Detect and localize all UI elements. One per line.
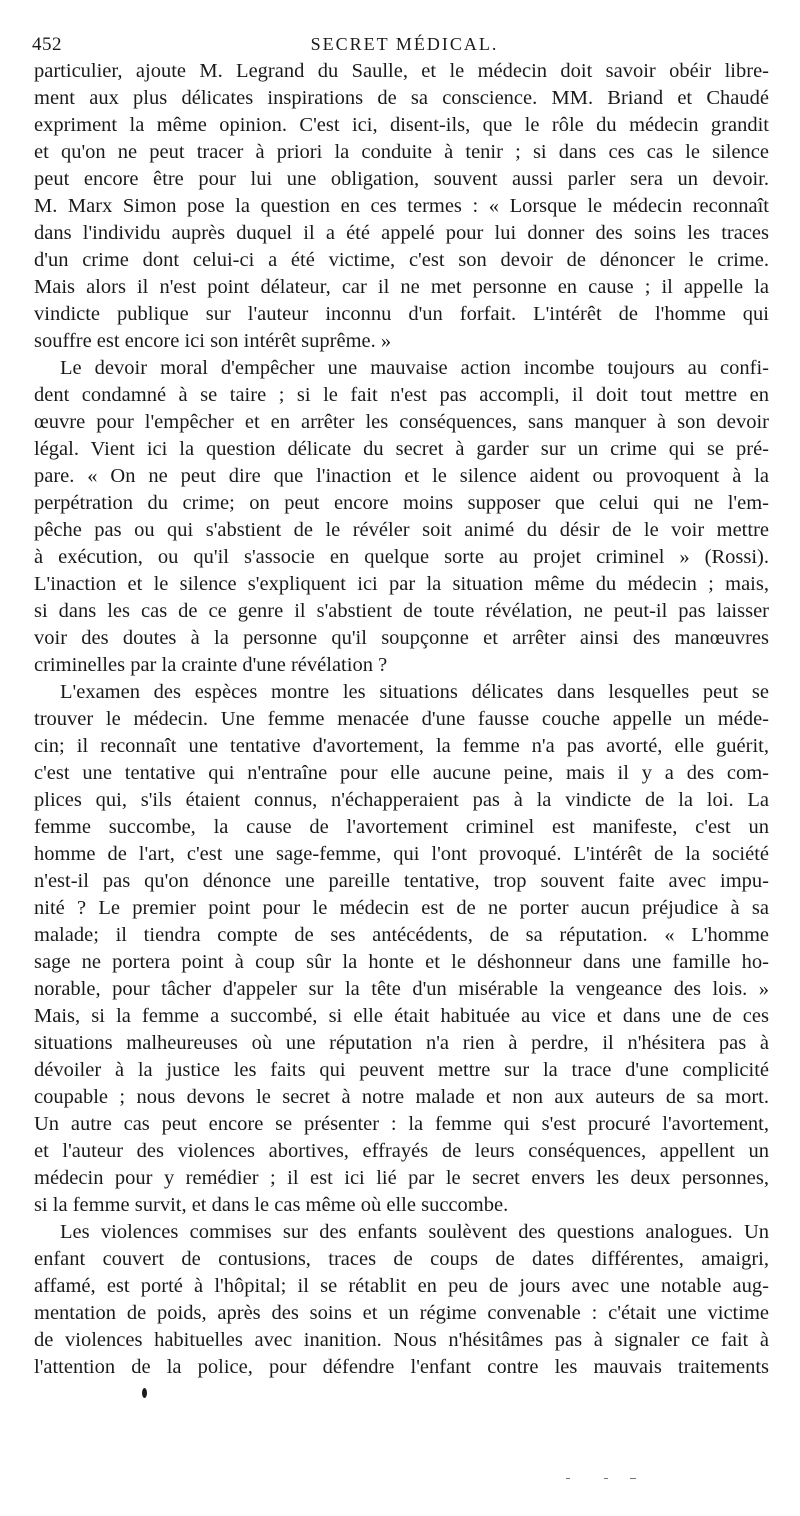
running-head bbox=[32, 34, 777, 58]
paragraph-moral-duty bbox=[34, 355, 769, 679]
text-line: affamé, est porté à l'hôpital; il se rétablit en peu de jours avec une notable aug- bbox=[34, 1275, 769, 1297]
text-line: pêche pas ou qui s'abstient de le révéler soit animé du désir de le voir mettre bbox=[34, 519, 769, 541]
running-title: SECRET MÉDICAL. bbox=[310, 34, 499, 54]
text-line: d'un crime dont celui-ci a été victime, c'est son devoir de dénoncer le crime. bbox=[34, 249, 769, 271]
text-line: l'attention de la police, pour défendre l'enfant contre les mauvais traitements bbox=[34, 1356, 769, 1378]
text-line: Mais alors il n'est point délateur, car il ne met personne en cause ; il appelle la bbox=[34, 276, 769, 298]
text-line: à exécution, ou qu'il s'associe en quelque sorte au projet criminel » (Rossi). bbox=[34, 546, 769, 568]
text-line: n'est-il pas qu'on dénonce une pareille tentative, trop souvent faite avec impu- bbox=[34, 870, 769, 892]
text-line: cin; il reconnaît une tentative d'avortement, la femme n'a pas avorté, elle guérit, bbox=[34, 735, 769, 757]
text-line: malade; il tiendra compte de ses antécédents, de sa réputation. « L'homme bbox=[34, 924, 769, 946]
text-line: norable, pour tâcher d'appeler sur la tête d'un misérable la vengeance des lois. » bbox=[34, 978, 769, 1000]
text-line: médecin pour y remédier ; il est ici lié par le secret envers les deux personnes, bbox=[34, 1167, 769, 1189]
text-line: de violences habituelles avec inanition. Nous n'hésitâmes pas à signaler ce fait à bbox=[34, 1329, 769, 1351]
text-line: Les violences commises sur des enfants soulèvent des questions analogues. Un bbox=[60, 1221, 769, 1243]
ink-blot bbox=[142, 1388, 147, 1398]
text-line: si dans les cas de ce genre il s'abstient de toute révélation, ne peut-il pas laisser bbox=[34, 600, 769, 622]
text-line: légal. Vient ici la question délicate du secret à garder sur un crime qui se pré- bbox=[34, 438, 769, 460]
text-line: souffre est encore ici son intérêt suprême. » bbox=[34, 330, 392, 352]
text-line: nité ? Le premier point pour le médecin est de ne porter aucun préjudice à sa bbox=[34, 897, 769, 919]
text-line: ment aux plus délicates inspirations de sa conscience. MM. Briand et Chaudé bbox=[34, 87, 769, 109]
text-line: M. Marx Simon pose la question en ces termes : « Lorsque le médecin reconnaît bbox=[34, 195, 769, 217]
text-line: situations malheureuses où une réputation n'a rien à perdre, il n'hésitera pas à bbox=[34, 1032, 769, 1054]
text-line: femme succombe, la cause de l'avortement criminel est manifeste, c'est un bbox=[34, 816, 769, 838]
text-line: homme de l'art, c'est une sage-femme, qui l'ont provoqué. L'intérêt de la société bbox=[34, 843, 769, 865]
paragraph-continuation bbox=[34, 58, 769, 355]
text-line: plices qui, s'ils étaient connus, n'échapperaient pas à la vindicte de la loi. La bbox=[34, 789, 769, 811]
text-line: enfant couvert de contusions, traces de coups de dates différentes, amaigri, bbox=[34, 1248, 769, 1270]
text-line: trouver le médecin. Une femme menacée d'une fausse couche appelle un méde- bbox=[34, 708, 769, 730]
text-line: mentation de poids, après des soins et un régime convenable : c'était une victime bbox=[34, 1302, 769, 1324]
text-line: œuvre pour l'empêcher et en arrêter les conséquences, sans manquer à son devoir bbox=[34, 411, 769, 433]
text-line: L'inaction et le silence s'expliquent ici par la situation même du médecin ; mais, bbox=[34, 573, 769, 595]
text-line: dent condamné à se taire ; si le fait n'est pas accompli, il doit tout mettre en bbox=[34, 384, 769, 406]
text-line: c'est une tentative qui n'entraîne pour elle aucune peine, mais il y a des com- bbox=[34, 762, 769, 784]
text-line: et l'auteur des violences abortives, effrayés de leurs conséquences, appellent un bbox=[34, 1140, 769, 1162]
text-line: vindicte publique sur l'auteur inconnu d'un forfait. L'intérêt de l'homme qui bbox=[34, 303, 769, 325]
text-line: voir des doutes à la personne qu'il soupçonne et arrêter ainsi des manœuvres bbox=[34, 627, 769, 649]
text-line: et qu'on ne peut tracer à priori la conduite à tenir ; si dans ces cas le silence bbox=[34, 141, 769, 163]
dust-speck bbox=[604, 1478, 608, 1479]
text-line: criminelles par la crainte d'une révélation ? bbox=[34, 654, 388, 676]
dust-speck bbox=[566, 1478, 570, 1479]
text-line: expriment la même opinion. C'est ici, disent-ils, que le rôle du médecin grandit bbox=[34, 114, 769, 136]
text-line: sage ne portera point à coup sûr la honte et le déshonneur dans une famille ho- bbox=[34, 951, 769, 973]
text-line: Mais, si la femme a succombé, si elle était habituée au vice et dans une de ces bbox=[34, 1005, 769, 1027]
text-line: peut encore être pour lui une obligation, souvent aussi parler sera un devoir. bbox=[34, 168, 769, 190]
text-line: pare. « On ne peut dire que l'inaction et le silence aident ou provoquent à la bbox=[34, 465, 769, 487]
text-line: dévoiler à la justice les faits qui peuvent mettre sur la trace d'une complicité bbox=[34, 1059, 769, 1081]
text-line: dans l'individu auprès duquel il a été appelé pour lui donner des soins les traces bbox=[34, 222, 769, 244]
text-line: L'examen des espèces montre les situations délicates dans lesquelles peut se bbox=[60, 681, 769, 703]
text-line: perpétration du crime; on peut encore moins supposer que celui qui ne l'em- bbox=[34, 492, 769, 514]
text-line: coupable ; nous devons le secret à notre malade et non aux auteurs de sa mort. bbox=[34, 1086, 769, 1108]
dust-speck bbox=[630, 1478, 636, 1479]
paragraph-children bbox=[34, 1219, 769, 1381]
paragraph-examination bbox=[34, 679, 769, 1219]
text-line: particulier, ajoute M. Legrand du Saulle, et le médecin doit savoir obéir libre- bbox=[34, 60, 769, 82]
text-line: si la femme survit, et dans le cas même où elle succombe. bbox=[34, 1194, 509, 1216]
page-number: 452 bbox=[32, 34, 62, 55]
text-line: Un autre cas peut encore se présenter : la femme qui s'est procuré l'avortement, bbox=[34, 1113, 769, 1135]
text-line: Le devoir moral d'empêcher une mauvaise action incombe toujours au confi- bbox=[60, 357, 769, 379]
body-text bbox=[34, 58, 769, 1381]
